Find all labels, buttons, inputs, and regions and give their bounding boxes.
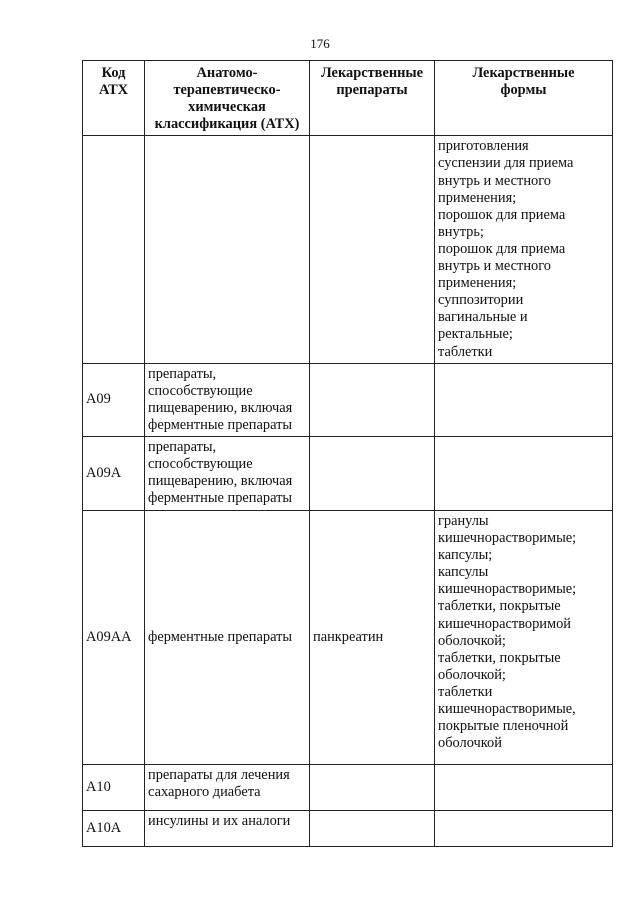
table-row bbox=[83, 136, 613, 363]
classification-line: ферментные препараты bbox=[148, 628, 293, 645]
forms-cell bbox=[435, 510, 613, 764]
form-line: внутрь; bbox=[438, 223, 484, 240]
drug-cell bbox=[310, 436, 435, 510]
form-line: покрытые пленочной bbox=[438, 718, 569, 735]
forms-cell bbox=[435, 136, 613, 363]
header-classification-line: терапевтическо- bbox=[173, 82, 281, 99]
form-line: применения; bbox=[438, 275, 517, 292]
classification-line: ферментные препараты bbox=[148, 416, 293, 433]
classification-line: сахарного диабета bbox=[148, 784, 261, 801]
form-line: гранулы bbox=[438, 512, 489, 529]
classification-line: ферментные препараты bbox=[148, 490, 293, 507]
header-classification bbox=[145, 61, 310, 136]
forms-cell bbox=[435, 764, 613, 810]
forms-cell bbox=[435, 363, 613, 436]
classification-cell bbox=[145, 764, 310, 810]
form-line: таблетки, покрытые bbox=[438, 598, 561, 615]
form-line: суспензии для приема bbox=[438, 155, 574, 172]
drug-cell bbox=[310, 510, 435, 764]
form-line: таблетки bbox=[438, 343, 493, 360]
atx-code-cell: А09АА bbox=[83, 510, 145, 764]
classification-line: способствующие bbox=[148, 382, 253, 399]
drug-cell bbox=[310, 810, 435, 846]
classification-line: инсулины и их аналоги bbox=[148, 812, 291, 829]
table-row bbox=[83, 764, 613, 810]
classification-cell bbox=[145, 363, 310, 436]
classification-cell bbox=[145, 136, 310, 363]
classification-line: способствующие bbox=[148, 456, 253, 473]
classification-cell bbox=[145, 510, 310, 764]
atx-code-cell: А09 bbox=[83, 363, 145, 436]
form-line: оболочкой bbox=[438, 735, 502, 752]
atx-code-cell: А10 bbox=[83, 764, 145, 810]
page-number: 176 bbox=[310, 36, 330, 51]
forms-cell bbox=[435, 810, 613, 846]
form-line: кишечнорастворимые; bbox=[438, 581, 577, 598]
drug-line: панкреатин bbox=[313, 628, 384, 645]
form-line: внутрь и местного bbox=[438, 258, 551, 275]
table-row bbox=[83, 436, 613, 510]
form-line: капсулы; bbox=[438, 547, 493, 564]
classification-cell bbox=[145, 810, 310, 846]
header-forms-line: формы bbox=[500, 82, 547, 99]
classification-line: пищеварению, включая bbox=[148, 473, 293, 490]
form-line: капсулы bbox=[438, 564, 489, 581]
form-line: внутрь и местного bbox=[438, 172, 551, 189]
atx-code-cell: А10А bbox=[83, 810, 145, 846]
form-line: кишечнорастворимые, bbox=[438, 701, 576, 717]
form-line: таблетки bbox=[438, 683, 493, 700]
form-line: порошок для приема bbox=[438, 206, 566, 223]
header-forms bbox=[435, 61, 613, 136]
header-drugs-line: Лекарственные bbox=[320, 65, 424, 81]
header-drugs-line: препараты bbox=[336, 82, 408, 99]
drug-cell bbox=[310, 764, 435, 810]
drug-cell bbox=[310, 363, 435, 436]
header-classification-line: химическая bbox=[188, 99, 266, 116]
form-line: применения; bbox=[438, 189, 517, 206]
table-header-row bbox=[83, 61, 613, 136]
header-classification-line: Анатомо- bbox=[196, 65, 258, 81]
header-forms-line: Лекарственные bbox=[472, 65, 575, 81]
classification-cell bbox=[145, 436, 310, 510]
form-line: суппозитории bbox=[438, 292, 524, 309]
drug-cell bbox=[310, 136, 435, 363]
table-row bbox=[83, 810, 613, 846]
form-line: оболочкой; bbox=[438, 632, 506, 649]
header-code-line: АТХ bbox=[98, 82, 129, 99]
header-drugs bbox=[310, 61, 435, 136]
form-line: оболочкой; bbox=[438, 666, 506, 683]
form-line: ректальные; bbox=[438, 326, 513, 343]
classification-line: пищеварению, включая bbox=[148, 399, 293, 416]
form-line: приготовления bbox=[438, 138, 529, 155]
atx-table bbox=[82, 60, 613, 847]
form-line: порошок для приема bbox=[438, 240, 566, 257]
header-code-line: Код bbox=[101, 65, 126, 81]
atx-code-cell: А09А bbox=[83, 436, 145, 510]
header-classification-line: классификация (АТХ) bbox=[154, 116, 300, 133]
table-row bbox=[83, 363, 613, 436]
classification-line: препараты, bbox=[148, 365, 217, 382]
table-row bbox=[83, 510, 613, 764]
classification-line: препараты, bbox=[148, 438, 217, 455]
form-line: таблетки, покрытые bbox=[438, 649, 561, 666]
atx-code-cell bbox=[83, 136, 145, 363]
classification-line: препараты для лечения bbox=[148, 766, 290, 783]
forms-cell bbox=[435, 436, 613, 510]
form-line: вагинальные и bbox=[438, 309, 528, 326]
form-line: кишечнорастворимой bbox=[438, 615, 571, 632]
form-line: кишечнорастворимые; bbox=[438, 530, 577, 547]
header-code bbox=[83, 61, 145, 136]
